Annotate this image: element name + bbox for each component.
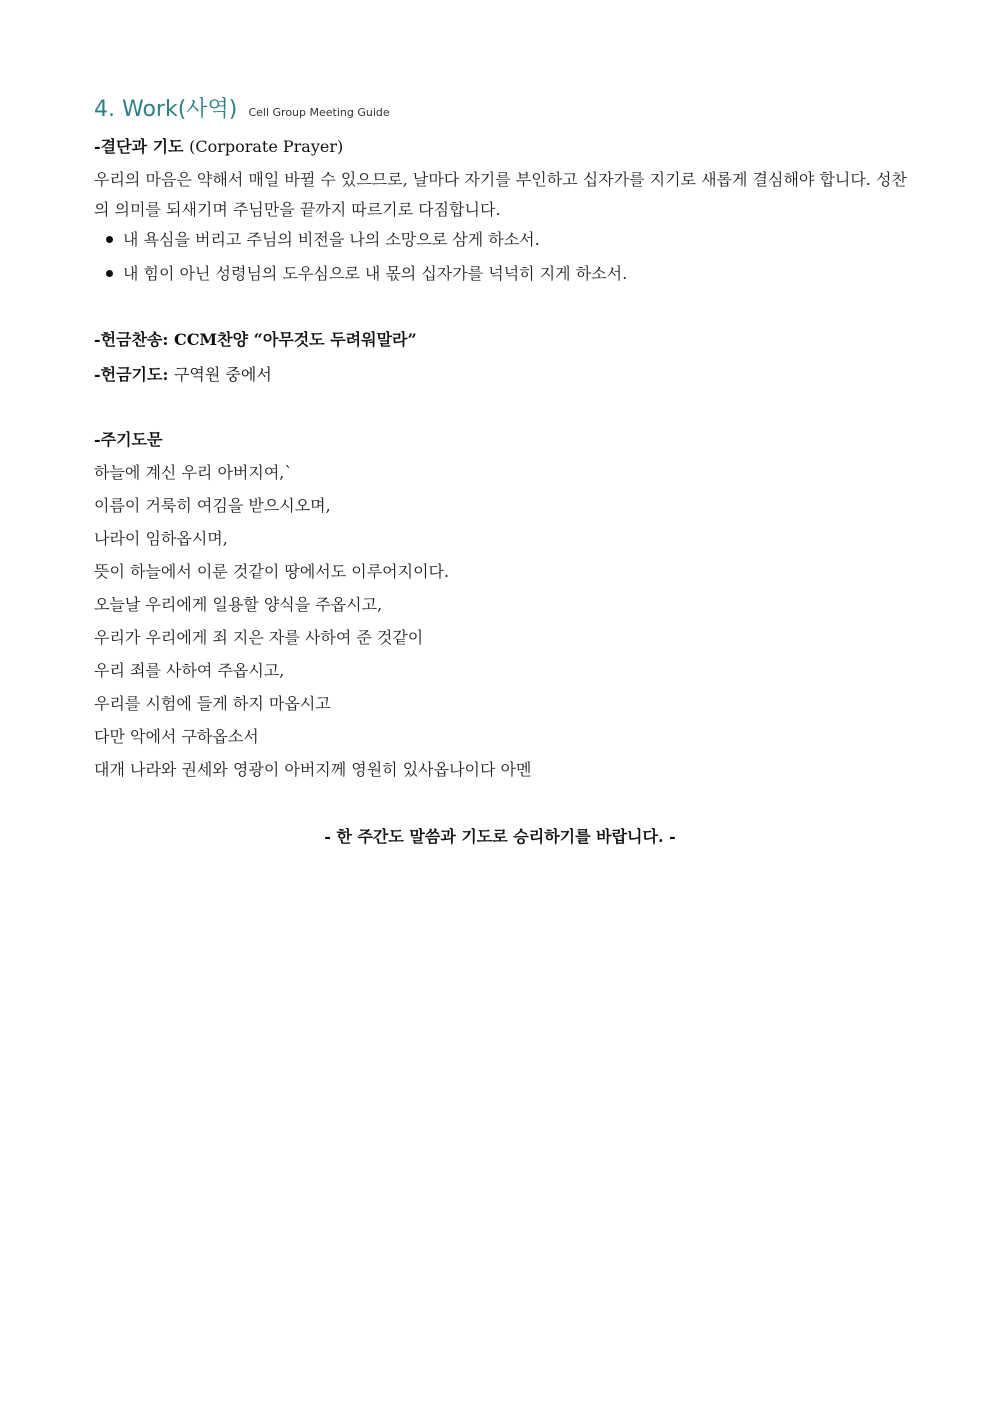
lords-prayer-section bbox=[94, 427, 914, 786]
prayer-title bbox=[94, 134, 914, 157]
offering-prayer-value: 구역원 중에서 bbox=[173, 365, 272, 384]
prayer-line: 우리를 시험에 들게 하지 마옵시고 bbox=[94, 694, 331, 713]
offering-song-label: -헌금찬송: bbox=[94, 330, 169, 349]
section-heading bbox=[94, 92, 390, 123]
bullet-text: 내 욕심을 버리고 주님의 비전을 나의 소망으로 삼게 하소서. bbox=[123, 230, 540, 249]
prayer-section bbox=[94, 134, 914, 289]
prayer-line: 뜻이 하늘에서 이룬 것같이 땅에서도 이루어지이다. bbox=[94, 562, 450, 581]
prayer-line: 우리가 우리에게 죄 지은 자를 사하여 준 것같이 bbox=[94, 628, 424, 647]
prayer-title-en: (Corporate Prayer) bbox=[189, 137, 344, 156]
prayer-line: 나라이 임하옵시며, bbox=[94, 529, 228, 548]
prayer-title-ko: -결단과 기도 bbox=[94, 137, 184, 156]
offering-prayer bbox=[94, 362, 914, 385]
prayer-bullet bbox=[94, 225, 914, 255]
bullet-text: 내 힘이 아닌 성령님의 도우심으로 내 몫의 십자가를 넉넉히 지게 하소서. bbox=[123, 264, 628, 283]
section-title: 4. Work(사역) bbox=[94, 97, 238, 122]
prayer-bullet bbox=[94, 259, 914, 289]
offering-song bbox=[94, 327, 914, 350]
prayer-line: 하늘에 계신 우리 아버지여,` bbox=[94, 463, 293, 482]
offering-section bbox=[94, 327, 914, 385]
bullet-icon bbox=[106, 270, 113, 277]
lords-prayer-lines bbox=[94, 456, 914, 786]
closing-message: - 한 주간도 말씀과 기도로 승리하기를 바랍니다. - bbox=[324, 827, 676, 846]
prayer-line: 대개 나라와 권세와 영광이 아버지께 영원히 있사옵나이다 아멘 bbox=[94, 760, 532, 779]
offering-prayer-label: -헌금기도: bbox=[94, 365, 169, 384]
section-subtitle: Cell Group Meeting Guide bbox=[248, 106, 390, 119]
prayer-paragraph: 우리의 마음은 약해서 매일 바뀔 수 있으므로, 날마다 자기를 부인하고 십자가를 지기로 새롭게 결심해야 합니다. 성찬의 의미를 되새기며 주님만을 끝까지 따르기로 다짐합니다. bbox=[94, 170, 907, 219]
prayer-line: 우리 죄를 사하여 주옵시고, bbox=[94, 661, 285, 680]
prayer-line: 오늘날 우리에게 일용할 양식을 주옵시고, bbox=[94, 595, 383, 614]
offering-song-value: CCM찬양 “아무것도 두려워말라” bbox=[173, 330, 417, 349]
lords-prayer-title: -주기도문 bbox=[94, 430, 163, 449]
bullet-icon bbox=[106, 236, 113, 243]
prayer-line: 이름이 거룩히 여김을 받으시오며, bbox=[94, 496, 331, 515]
prayer-line: 다만 악에서 구하옵소서 bbox=[94, 727, 259, 746]
